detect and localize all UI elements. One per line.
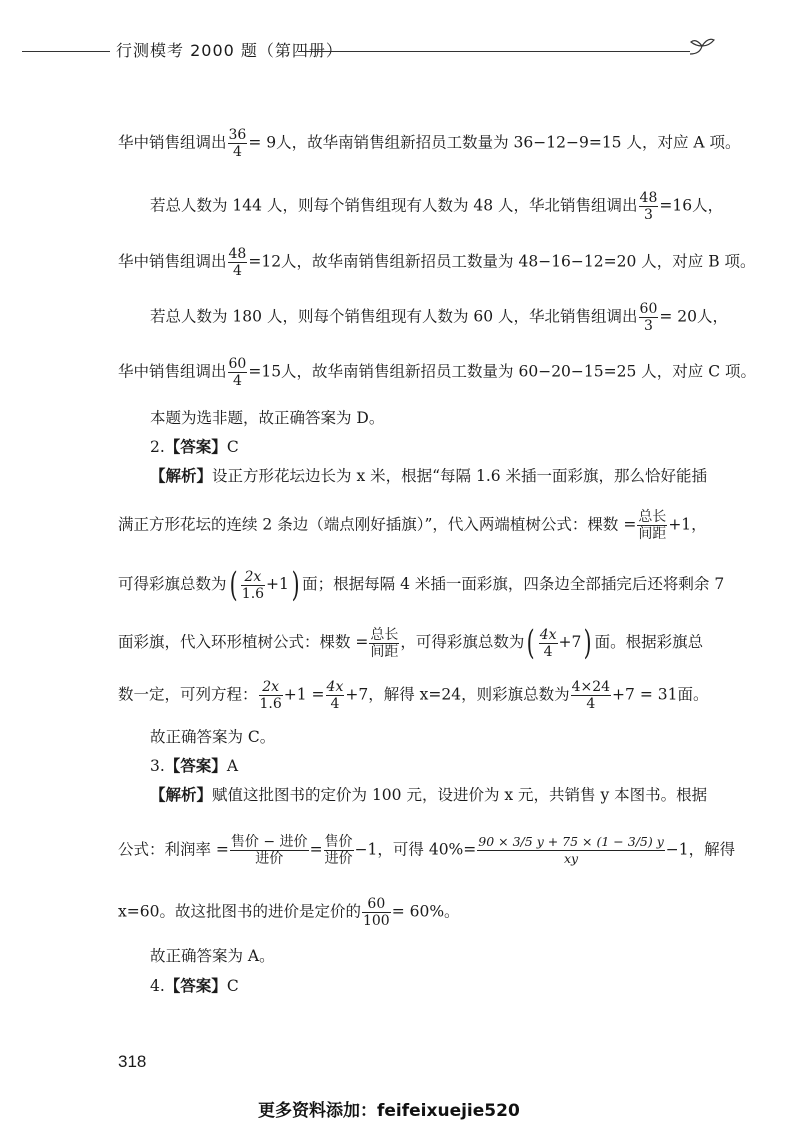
text-run: +7 xyxy=(558,633,582,651)
text-run: = 20人， xyxy=(659,307,728,326)
answer-heading xyxy=(150,976,239,996)
fraction-numerator: 售价 xyxy=(324,834,353,850)
text-run: 设正方形花坛边长为 x 米，根据“每隔 1.6 米插一面彩旗，那么恰好能插 xyxy=(212,467,708,485)
fraction-denominator: 100 xyxy=(362,913,390,929)
fraction-denominator: 进价 xyxy=(324,851,353,867)
fraction xyxy=(369,627,399,660)
fraction xyxy=(228,246,248,279)
fraction-numerator: 4×24 xyxy=(571,679,611,695)
text-run: 面；根据每隔 4 米插一面彩旗，四条边全部插完后还将剩余 7 xyxy=(302,575,725,593)
fraction xyxy=(228,356,248,389)
answer-heading xyxy=(150,437,239,457)
text-run: 华中销售组调出 xyxy=(118,252,227,271)
fraction xyxy=(326,679,345,712)
text-run: =15人，故华南销售组新招员工数量为 60−20−15=25 人，对应 C 项。 xyxy=(248,362,756,381)
text-line xyxy=(150,190,723,223)
fraction-numerator: 2x xyxy=(259,679,283,696)
answer-tag: 【答案】 xyxy=(164,756,227,775)
fraction xyxy=(324,834,354,867)
text-run: = xyxy=(309,840,323,859)
text-run: 满正方形花坛的连续 2 条边（端点刚好插旗）”，代入两端植树公式：棵数 = xyxy=(118,515,637,534)
text-run: x=60。故这批图书的进价是定价的 xyxy=(118,902,361,921)
text-run: 面彩旗，代入环形植树公式：棵数 = xyxy=(118,633,369,651)
header-rule-left xyxy=(22,51,110,52)
fraction xyxy=(230,834,309,867)
answer-value: C xyxy=(226,438,239,456)
fraction-numerator: 48 xyxy=(639,190,658,206)
analysis-tag: 【解析】 xyxy=(150,466,213,485)
text-run: +1 xyxy=(266,575,289,593)
text-line xyxy=(150,301,728,334)
right-paren: ) xyxy=(291,565,300,605)
text-line: 故正确答案为 A。 xyxy=(150,947,275,965)
fraction-numerator: 60 xyxy=(228,356,247,372)
text-line xyxy=(150,785,707,805)
fraction xyxy=(639,190,659,223)
text-run: +7，解得 x=24，则彩旗总数为 xyxy=(345,685,570,704)
left-paren: ( xyxy=(229,565,238,605)
page-number: 318 xyxy=(118,1052,147,1071)
text-line xyxy=(118,127,741,160)
text-run: =12人，故华南销售组新招员工数量为 48−16−12=20 人，对应 B 项。 xyxy=(248,252,756,271)
text-line: 故正确答案为 C。 xyxy=(150,728,276,746)
fraction-numerator: 2x xyxy=(241,569,265,586)
text-run: −1，解得 xyxy=(665,840,736,859)
fraction xyxy=(637,509,667,542)
fraction-denominator: 间距 xyxy=(370,643,399,660)
fraction-denominator: xy xyxy=(563,851,579,866)
fraction-denominator: 1.6 xyxy=(259,696,282,712)
text-run: 赋值这批图书的定价为 100 元，设进价为 x 元，共销售 y 本图书。根据 xyxy=(212,786,708,804)
fraction-numerator: 36 xyxy=(228,127,247,143)
fraction-denominator: 4 xyxy=(330,696,340,712)
text-run: 华中销售组调出 xyxy=(118,133,227,152)
text-line xyxy=(118,896,460,929)
text-run: −1，可得 40%= xyxy=(354,840,477,859)
text-line xyxy=(118,679,708,712)
text-line xyxy=(118,509,707,542)
fraction-numerator: 60 xyxy=(362,896,391,913)
question-number: 2. xyxy=(150,438,165,456)
fraction xyxy=(571,679,611,712)
fraction-denominator: 1.6 xyxy=(241,585,265,602)
answer-value: C xyxy=(226,977,239,995)
header-title: 行测模考 2000 题（第四册） xyxy=(116,41,343,60)
fraction-numerator: 60 xyxy=(639,301,658,317)
text-line: 本题为选非题，故正确答案为 D。 xyxy=(150,409,385,427)
fraction-numerator: 总长 xyxy=(370,626,399,643)
analysis-tag: 【解析】 xyxy=(150,785,213,804)
sprout-icon xyxy=(688,36,716,56)
text-run: 若总人数为 180 人，则每个销售组现有人数为 60 人，华北销售组调出 xyxy=(150,307,638,326)
fraction xyxy=(241,569,265,602)
text-run: =16人， xyxy=(659,196,724,215)
text-run: 数一定，可列方程： xyxy=(118,685,258,704)
fraction-denominator: 4 xyxy=(232,263,242,279)
fraction-numerator: 4x xyxy=(539,626,557,643)
fraction xyxy=(639,301,659,334)
answer-value: A xyxy=(226,757,239,775)
fraction xyxy=(259,679,283,712)
fraction-denominator: 间距 xyxy=(638,526,667,542)
text-run: 华中销售组调出 xyxy=(118,362,227,381)
fraction xyxy=(539,627,558,660)
fraction xyxy=(362,896,391,929)
header-rule-right xyxy=(298,51,690,52)
text-line xyxy=(118,356,756,389)
answer-heading xyxy=(150,756,238,776)
answer-tag: 【答案】 xyxy=(164,437,227,456)
question-number: 3. xyxy=(150,757,165,775)
fraction-numerator: 4x xyxy=(326,679,344,695)
running-header xyxy=(0,36,800,60)
fraction-numerator: 48 xyxy=(228,246,247,262)
question-number: 4. xyxy=(150,977,165,995)
watermark-text: 更多资料添加：feifeixuejie520 xyxy=(258,1101,520,1121)
text-run: ，可得彩旗总数为 xyxy=(400,633,525,651)
left-paren: ( xyxy=(527,623,536,663)
text-run: 若总人数为 144 人，则每个销售组现有人数为 48 人，华北销售组调出 xyxy=(150,196,638,215)
fraction-denominator: 4 xyxy=(586,696,596,712)
fraction xyxy=(477,834,665,867)
right-paren: ) xyxy=(584,623,592,663)
text-line xyxy=(118,565,724,605)
fraction-numerator: 售价 − 进价 xyxy=(230,834,308,850)
text-run: +7 = 31面。 xyxy=(612,685,709,704)
fraction-numerator: 总长 xyxy=(638,509,667,525)
fraction-denominator: 4 xyxy=(232,373,242,389)
text-run: 面。根据彩旗总 xyxy=(594,633,704,651)
fraction xyxy=(228,127,248,160)
fraction-denominator: 3 xyxy=(643,207,653,223)
fraction-numerator: 90 × 3/5 y + 75 × (1 − 3/5) y xyxy=(478,834,664,849)
text-line xyxy=(150,466,707,486)
text-line xyxy=(118,246,756,279)
text-run: = 60%。 xyxy=(391,902,460,921)
fraction-denominator: 3 xyxy=(643,318,653,334)
text-line xyxy=(118,623,703,663)
text-run: 公式：利润率 = xyxy=(118,840,229,859)
text-run: +1 = xyxy=(283,685,325,704)
fraction-denominator: 4 xyxy=(232,144,242,160)
fraction-denominator: 进价 xyxy=(255,851,284,867)
text-run: +1， xyxy=(668,515,707,534)
text-run: = 9人，故华南销售组新招员工数量为 36−12−9=15 人，对应 A 项。 xyxy=(248,133,741,152)
text-run: 可得彩旗总数为 xyxy=(118,575,227,593)
answer-tag: 【答案】 xyxy=(164,976,227,995)
text-line xyxy=(118,834,735,867)
fraction-denominator: 4 xyxy=(543,643,553,660)
